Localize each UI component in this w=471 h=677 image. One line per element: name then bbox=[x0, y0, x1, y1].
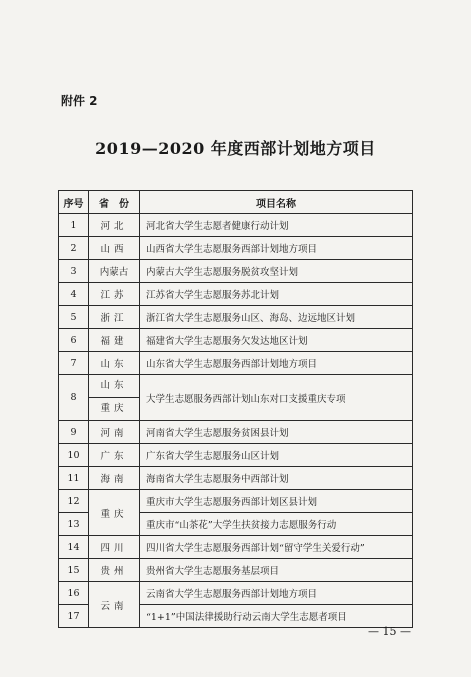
page-number: — 15 — bbox=[368, 625, 411, 638]
row-no: 11 bbox=[59, 467, 89, 490]
table-row bbox=[59, 352, 413, 375]
table-row bbox=[59, 375, 413, 421]
row-no: 7 bbox=[59, 352, 89, 375]
row-no: 1 bbox=[59, 214, 89, 237]
row-province: 广东 bbox=[89, 444, 140, 467]
row-no: 13 bbox=[59, 513, 89, 536]
table-row bbox=[59, 260, 413, 283]
row-province: 海南 bbox=[89, 467, 140, 490]
table-row bbox=[59, 214, 413, 237]
table-row bbox=[59, 237, 413, 260]
row-project-name: 大学生志愿服务西部计划山东对口支援重庆专项 bbox=[140, 375, 413, 421]
row-no: 15 bbox=[59, 559, 89, 582]
row-project-name: 浙江省大学生志愿服务山区、海岛、边远地区计划 bbox=[140, 306, 413, 329]
row-project-name: 福建省大学生志愿服务欠发达地区计划 bbox=[140, 329, 413, 352]
row-project-name: 河北省大学生志愿者健康行动计划 bbox=[140, 214, 413, 237]
row-project-name: 山东省大学生志愿服务西部计划地方项目 bbox=[140, 352, 413, 375]
row-no: 16 bbox=[59, 582, 89, 605]
table-row bbox=[59, 444, 413, 467]
row-province: 江苏 bbox=[89, 283, 140, 306]
table-row bbox=[59, 421, 413, 444]
row-no: 10 bbox=[59, 444, 89, 467]
project-table bbox=[58, 190, 413, 628]
row-no: 6 bbox=[59, 329, 89, 352]
row-province: 四川 bbox=[89, 536, 140, 559]
row-province: 云南 bbox=[89, 582, 140, 628]
table-row bbox=[59, 559, 413, 582]
table-row bbox=[59, 467, 413, 490]
row-project-name: “1+1”中国法律援助行动云南大学生志愿者项目 bbox=[140, 605, 413, 628]
row-no: 8 bbox=[59, 375, 89, 421]
header-name: 项目名称 bbox=[140, 191, 413, 214]
row-project-name: 四川省大学生志愿服务西部计划“留守学生关爱行动” bbox=[140, 536, 413, 559]
row-province: 河南 bbox=[89, 421, 140, 444]
row-project-name: 云南省大学生志愿服务西部计划地方项目 bbox=[140, 582, 413, 605]
row-project-name: 重庆市大学生志愿服务西部计划区县计划 bbox=[140, 490, 413, 513]
row-province: 浙江 bbox=[89, 306, 140, 329]
table-row bbox=[59, 582, 413, 605]
row-province: 贵州 bbox=[89, 559, 140, 582]
row-no: 17 bbox=[59, 605, 89, 628]
row-no: 4 bbox=[59, 283, 89, 306]
row-no: 3 bbox=[59, 260, 89, 283]
row-project-name: 河南省大学生志愿服务贫困县计划 bbox=[140, 421, 413, 444]
row-project-name: 贵州省大学生志愿服务基层项目 bbox=[140, 559, 413, 582]
table-header-row bbox=[59, 191, 413, 214]
header-no: 序号 bbox=[59, 191, 89, 214]
table-row bbox=[59, 283, 413, 306]
row-province-secondary: 重庆 bbox=[100, 403, 128, 414]
attachment-label: 附件 2 bbox=[61, 94, 98, 108]
row-province: 重庆 bbox=[89, 490, 140, 536]
header-province: 省 份 bbox=[89, 191, 140, 214]
row-no: 12 bbox=[59, 490, 89, 513]
row-project-name: 重庆市“山茶花”大学生扶贫接力志愿服务行动 bbox=[140, 513, 413, 536]
row-province-split bbox=[89, 375, 140, 421]
table-row bbox=[59, 490, 413, 513]
row-no: 5 bbox=[59, 306, 89, 329]
table-row bbox=[59, 536, 413, 559]
row-province: 福建 bbox=[89, 329, 140, 352]
table-row bbox=[59, 329, 413, 352]
row-no: 14 bbox=[59, 536, 89, 559]
row-project-name: 内蒙古大学生志愿服务脱贫攻坚计划 bbox=[140, 260, 413, 283]
row-project-name: 山西省大学生志愿服务西部计划地方项目 bbox=[140, 237, 413, 260]
row-no: 9 bbox=[59, 421, 89, 444]
row-project-name: 江苏省大学生志愿服务苏北计划 bbox=[140, 283, 413, 306]
row-project-name: 海南省大学生志愿服务中西部计划 bbox=[140, 467, 413, 490]
row-province: 山东 bbox=[89, 375, 139, 398]
table-row bbox=[59, 306, 413, 329]
page-title: 2019—2020 年度西部计划地方项目 bbox=[95, 139, 376, 158]
row-province: 山西 bbox=[89, 237, 140, 260]
row-province: 山东 bbox=[89, 352, 140, 375]
row-project-name: 广东省大学生志愿服务山区计划 bbox=[140, 444, 413, 467]
row-province: 河北 bbox=[89, 214, 140, 237]
row-no: 2 bbox=[59, 237, 89, 260]
row-province: 内蒙古 bbox=[89, 260, 140, 283]
